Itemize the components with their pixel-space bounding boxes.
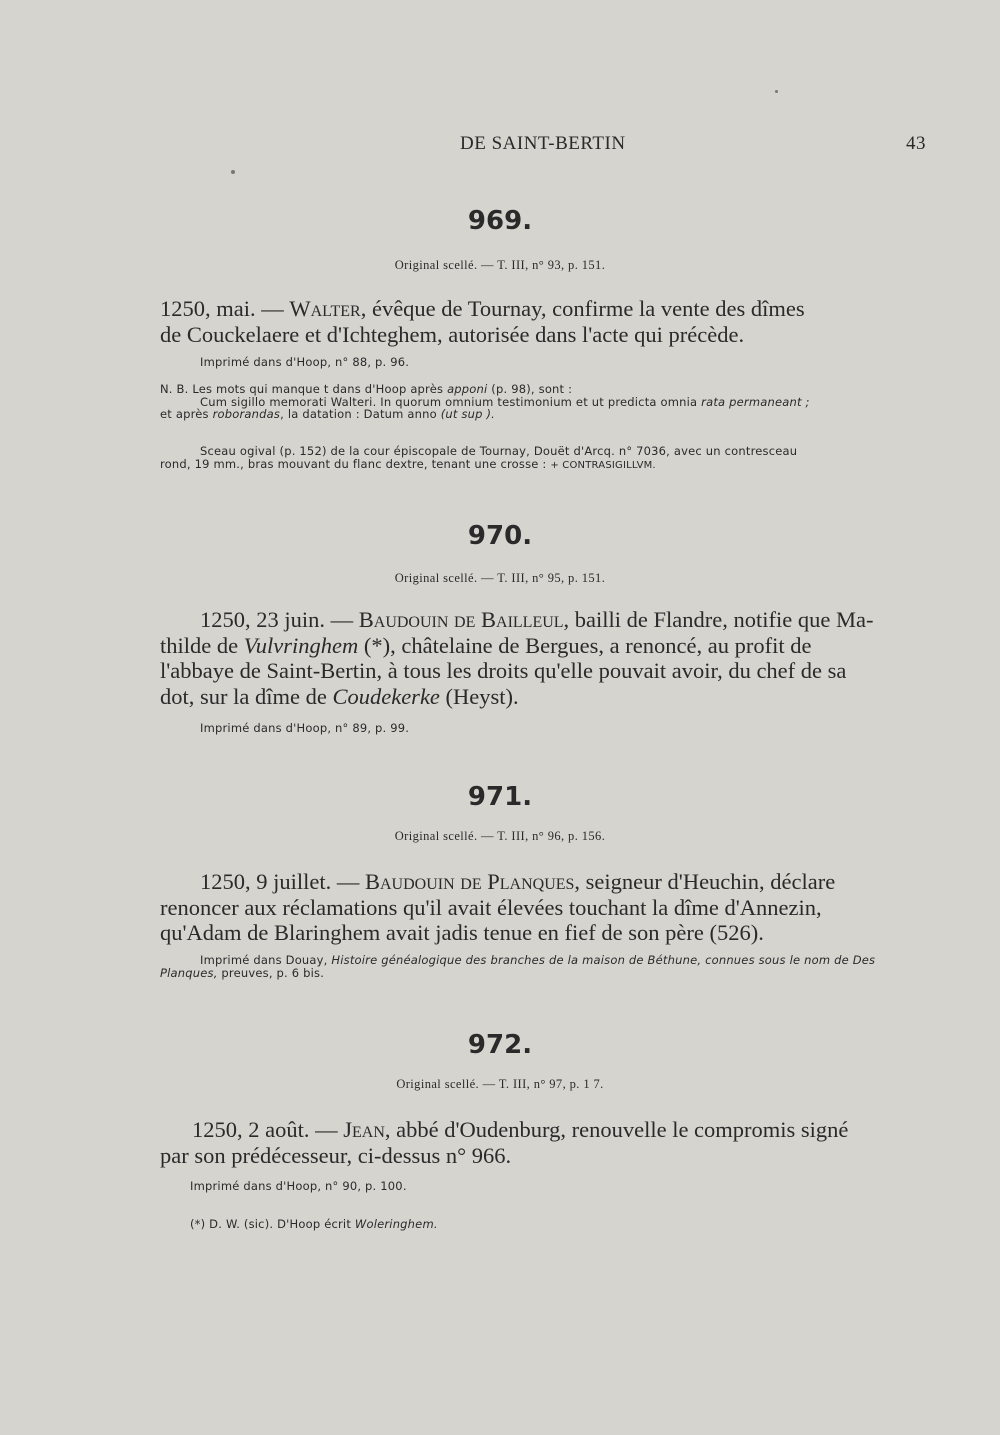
entry-text-971: 1250, 9 juillet. — Baudouin de Planques, seigneur d'Heuchin, déclare renoncer aux réclamations qu'il avait élevées touchant la dîme d'Annezin, qu'Adam de Blaringhem avait jadis tenue en fief de son père (526). [160, 869, 836, 945]
running-title: DE SAINT-BERTIN [460, 133, 626, 154]
printed-ref-972: Imprimé dans d'Hoop, n° 90, p. 100. [190, 1179, 407, 1193]
entry-number-970: 970. [467, 521, 533, 551]
entry-number-969: 969. [467, 206, 533, 236]
paper-speck [775, 90, 778, 93]
entry-source-969: Original scellé. — T. III, n° 93, p. 151. [394, 258, 606, 272]
entry-number-972: 972. [467, 1030, 533, 1060]
printed-ref-971: Imprimé dans Douay, Histoire généalogique des branches de la maison de Béthune, connues sous le nom de Des Planques, preuves, p. 6 bis. [160, 953, 876, 980]
nb-note-969: N. B. Les mots qui manque t dans d'Hoop après apponi (p. 98), sont : Cum sigillo memorati Walteri. In quorum omnium testimonium et ut predicta omnia rata permaneant ; et après roborandas, la datation : Datum anno (ut sup ). [160, 382, 810, 421]
entry-source-970: Original scellé. — T. III, n° 95, p. 151. [394, 571, 606, 585]
entry-number-971: 971. [467, 782, 533, 812]
seal-note-969: Sceau ogival (p. 152) de la cour épiscopale de Tournay, Douët d'Arcq. n° 7036, avec un contresceau rond, 19 mm., bras mouvant du flanc dextre, tenant une crosse : + CONTRASIGILLVM. [160, 444, 798, 471]
paper-speck [231, 170, 235, 174]
entry-text-970: 1250, 23 juin. — Baudouin de Bailleul, bailli de Flandre, notifie que Ma- thilde de Vulvringhem (*), châtelaine de Bergues, a renoncé, au profit de l'abbaye de Saint-Bertin, à tous les droits qu'elle pouvait avoir, du chef de sa dot, sur la dîme de Coudekerke (Heyst). [160, 607, 874, 709]
page-number: 43 [906, 133, 926, 154]
entry-source-971: Original scellé. — T. III, n° 96, p. 156. [394, 829, 606, 843]
entry-text-969 [160, 296, 930, 347]
printed-ref-970: Imprimé dans d'Hoop, n° 89, p. 99. [200, 721, 410, 735]
entry-source-972: Original scellé. — T. III, n° 97, p. 1 7. [396, 1077, 604, 1091]
entry-text-972: 1250, 2 août. — Jean, abbé d'Oudenburg, renouvelle le compromis signé par son prédécesseur, ci-dessus n° 966. [160, 1117, 849, 1168]
text-line: 1250, mai. — Walter, évêque de Tournay, confirme la vente des dîmes [160, 296, 805, 321]
footnote: (*) D. W. (sic). D'Hoop écrit Woleringhem. [190, 1217, 438, 1231]
printed-ref-969: Imprimé dans d'Hoop, n° 88, p. 96. [200, 355, 410, 369]
text-line: de Couckelaere et d'Ichteghem, autorisée dans l'acte qui précède. [160, 321, 745, 347]
